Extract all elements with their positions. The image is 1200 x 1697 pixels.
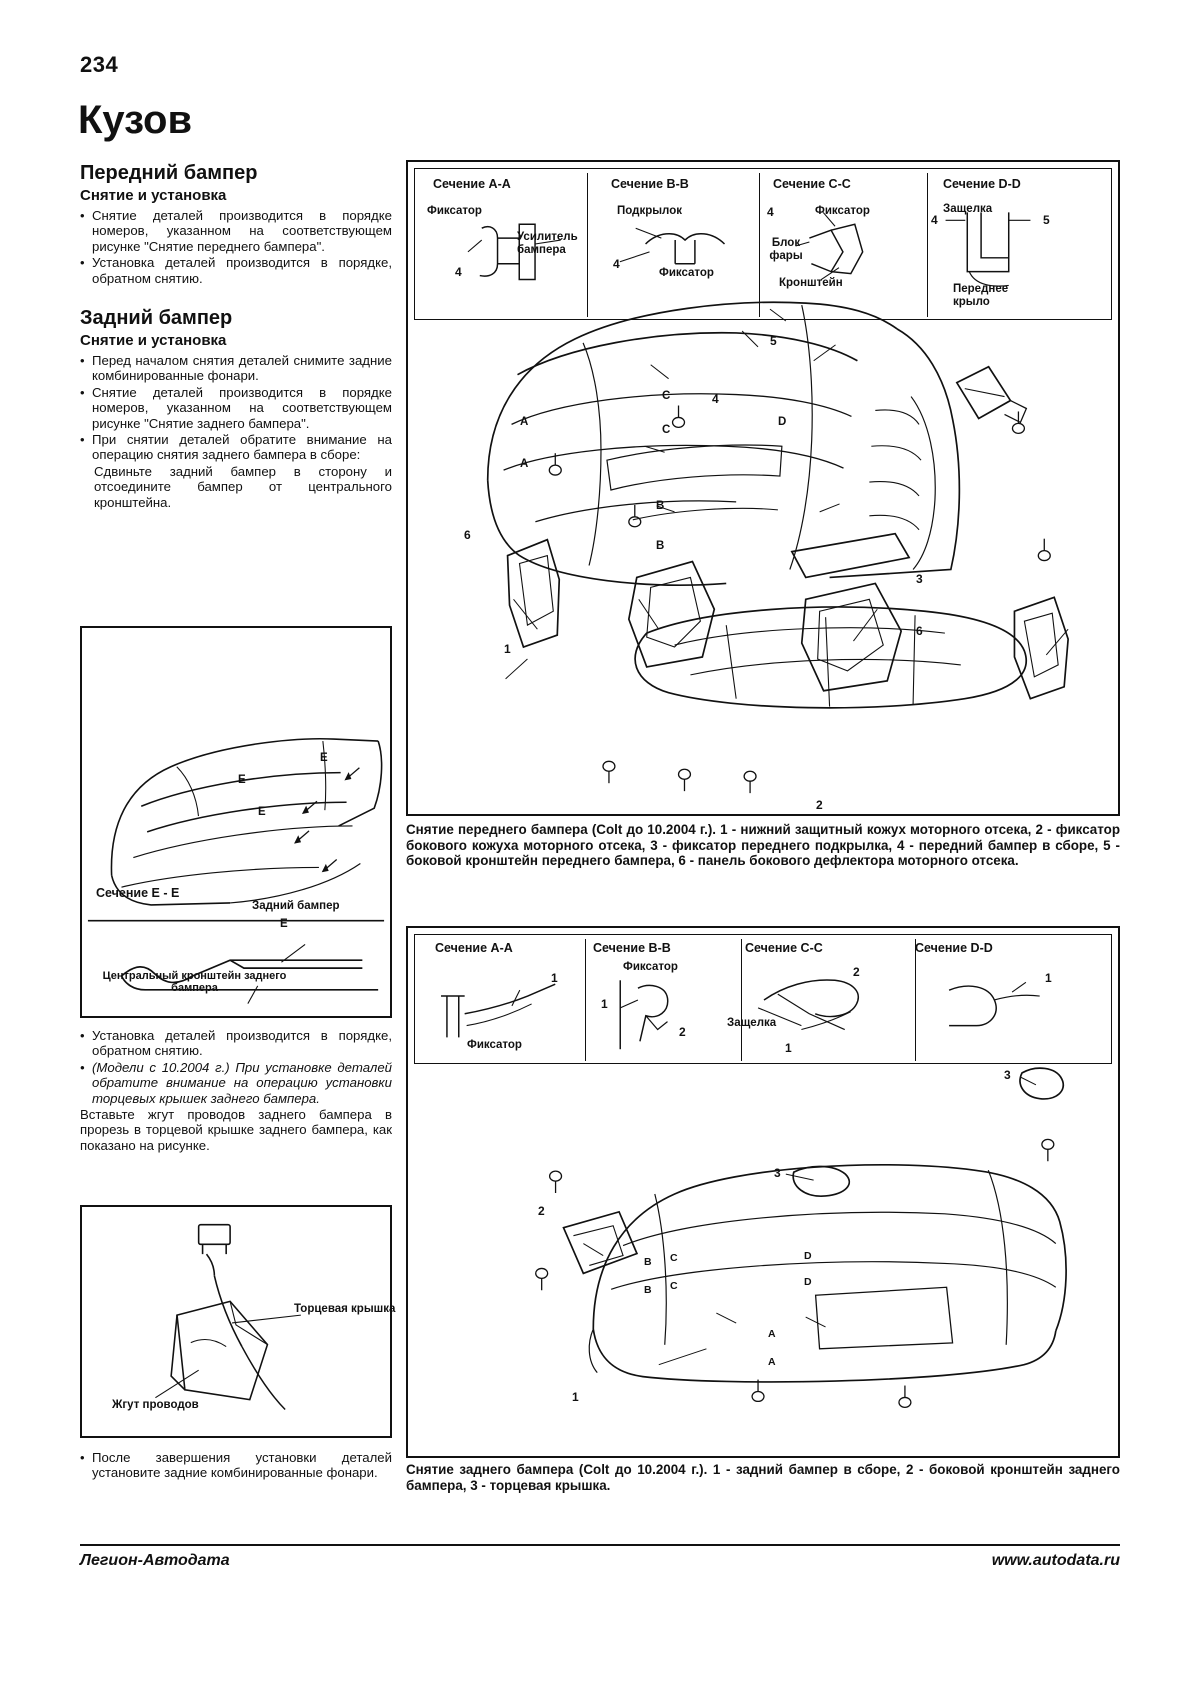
rear-section-aa-title: Сечение A-A [435,941,513,955]
section-heading-rear-bumper: Задний бампер [80,307,233,330]
front-number-6-left: 6 [464,528,471,542]
front-cc-label-fixator: Фиксатор [815,205,870,217]
front-callout-c-1: C [662,390,671,402]
front-bumper-caption: Снятие переднего бампера (Colt до 10.2004 г.). 1 - нижний защитный кожух моторного отсека, 2 - фиксатор бокового кожуха моторного отсека, 3 - фиксатор переднего подкрылка, 4 - передний бампер в сборе, 5 - боковой кронштейн переднего бампера, 6 - панель бокового дефлектора моторного отсека. [406,822,1120,869]
front-cc-label-headlight: Блок фары [769,237,803,262]
figure-rear-bumper-removal [406,926,1120,1458]
front-dd-number-4: 4 [931,213,938,227]
rear-bumper-plain-note: Вставьте жгут проводов заднего бампера в прорезь в торцевой крышке заднего бампера, как показано на рисунке. [80,1107,392,1153]
rear-section-bb-title: Сечение B-B [593,941,671,955]
section-subheading-front-removal: Снятие и установка [80,187,227,204]
rear-bumper-caption: Снятие заднего бампера (Colt до 10.2004 г.). 1 - задний бампер в сборе, 2 - боковой кронштейн заднего бампера, 3 - торцевая крышка. [406,1462,1120,1493]
front-number-4: 4 [712,392,719,406]
rear-callout-c-2: C [670,1280,678,1292]
front-callout-d: D [778,416,787,428]
front-number-5: 5 [770,334,777,348]
front-callout-a-left: A [520,416,529,428]
front-callout-c-2: C [662,424,671,436]
footer-divider [80,1544,1120,1546]
rear-aa-number-1a: 1 [551,971,558,985]
left-text-column [80,162,392,511]
front-number-6-right: 6 [916,624,923,638]
figure-front-bumper-removal [406,160,1120,816]
front-callout-b-1: B [656,500,665,512]
front-aa-label-fixator: Фиксатор [427,205,482,217]
rear-section-cc-title: Сечение C-C [745,941,823,955]
chapter-title: Кузов [78,98,193,142]
rear-callout-a-1: A [768,1328,776,1340]
front-bb-label-fixator: Фиксатор [659,267,714,279]
front-dd-label-front-fender: Переднее крыло [953,283,1009,308]
rear-bumper-para-3: • При снятии деталей обратите внимание на операцию снятия заднего бампера в сборе: [80,432,392,463]
figure-rear-bumper-section-ee [80,626,392,1018]
front-cc-label-bracket: Кронштейн [779,277,843,289]
left-text-column-2 [80,1028,392,1154]
section-heading-front-bumper: Передний бампер [80,162,258,184]
front-aa-number-4: 4 [455,265,462,279]
front-bb-label-fender-liner: Подкрылок [617,205,682,217]
rear-bb-label-fixator: Фиксатор [623,961,678,973]
rear-dd-number-1: 1 [1045,971,1052,985]
rear-bumper-final-bullet: • После завершения установки деталей установите задние комбинированные фонари. [80,1450,392,1481]
footer-publisher: Легион-Автодата [80,1552,230,1569]
figure-end-cap-harness [80,1205,396,1438]
rear-bumper-exploded-art [408,928,1118,1456]
front-section-aa-title: Сечение A-A [433,177,511,191]
front-bb-number-4: 4 [613,257,620,271]
rear-callout-b-1: B [644,1256,652,1268]
front-bumper-para-1: • Снятие деталей производится в порядке номеров, указанном на соответствующем рисунке "Снятие переднего бампера". [80,208,392,254]
rear-number-3a: 3 [774,1166,781,1180]
rear-bumper-para-4: • Установка деталей производится в порядке, обратном снятию. [80,1028,392,1059]
front-section-cc-title: Сечение C-C [773,177,851,191]
rear-cc-number-1: 1 [785,1041,792,1055]
rear-bumper-callout-e3: E [238,774,246,786]
section-subheading-rear-removal: Снятие и установка [80,332,227,350]
rear-callout-b-2: B [644,1284,652,1296]
rear-bumper-callout-e1: E [280,918,288,930]
rear-callout-a-2: A [768,1356,776,1368]
rear-callout-c-1: C [670,1252,678,1264]
rear-callout-d-2: D [804,1276,812,1288]
label-wiring-harness: Жгут проводов [112,1399,199,1411]
front-number-2: 2 [816,798,823,812]
label-end-cap: Торцевая крышка [294,1303,396,1315]
rear-aa-label-fixator: Фиксатор [467,1039,522,1051]
rear-number-3b: 3 [1004,1068,1011,1082]
section-ee-title: Сечение E - E [96,886,180,900]
front-section-bb-title: Сечение B-B [611,177,689,191]
rear-bumper-callout-e4: E [258,806,266,818]
left-text-column-3 [80,1450,392,1482]
rear-bumper-para-2: • Снятие деталей производится в порядке номеров, указанном на соответствующем рисунке "Снятие заднего бампера". [80,385,392,431]
front-aa-label-reinforcement: Усилитель бампера [517,231,578,256]
front-bumper-exploded-art [408,162,1118,814]
front-callout-a-left-2: A [520,458,529,470]
rear-number-2: 2 [538,1204,545,1218]
front-cc-number-4: 4 [767,205,774,219]
front-number-1: 1 [504,642,511,656]
front-callout-b-2: B [656,540,665,552]
front-dd-number-5: 5 [1043,213,1050,227]
rear-bumper-para-1: • Перед началом снятия деталей снимите задние комбинированные фонари. [80,353,392,384]
rear-callout-d-1: D [804,1250,812,1262]
front-section-dd-title: Сечение D-D [943,177,1021,191]
rear-number-1: 1 [572,1390,579,1404]
rear-section-dd-title: Сечение D-D [915,941,993,955]
front-dd-label-latch: Защелка [943,203,993,215]
page-number: 234 [80,52,119,77]
front-number-3: 3 [916,572,923,586]
rear-bumper-callout-e2: E [320,752,328,764]
rear-bb-number-2: 2 [679,1025,686,1039]
rear-cc-label-latch: Защелка [727,1017,777,1029]
rear-bumper-sketch [82,628,390,1016]
front-bumper-para-2: • Установка деталей производится в порядке, обратном снятию. [80,255,392,286]
rear-bumper-indent-note: Сдвиньте задний бампер в сторону и отсоедините бампер от центрального кронштейна. [94,463,392,510]
label-rear-bumper: Задний бампер [252,900,340,912]
rear-cc-number-2: 2 [853,965,860,979]
rear-bumper-para-5: • (Модели с 10.2004 г.) При установке деталей обратите внимание на операцию установки торцевых крышек заднего бампера. [80,1060,392,1106]
rear-aa-number-1b: 1 [601,997,608,1011]
label-central-bracket: Центральный кронштейн заднего бампера [102,970,287,994]
footer-website[interactable]: www.autodata.ru [991,1552,1120,1569]
